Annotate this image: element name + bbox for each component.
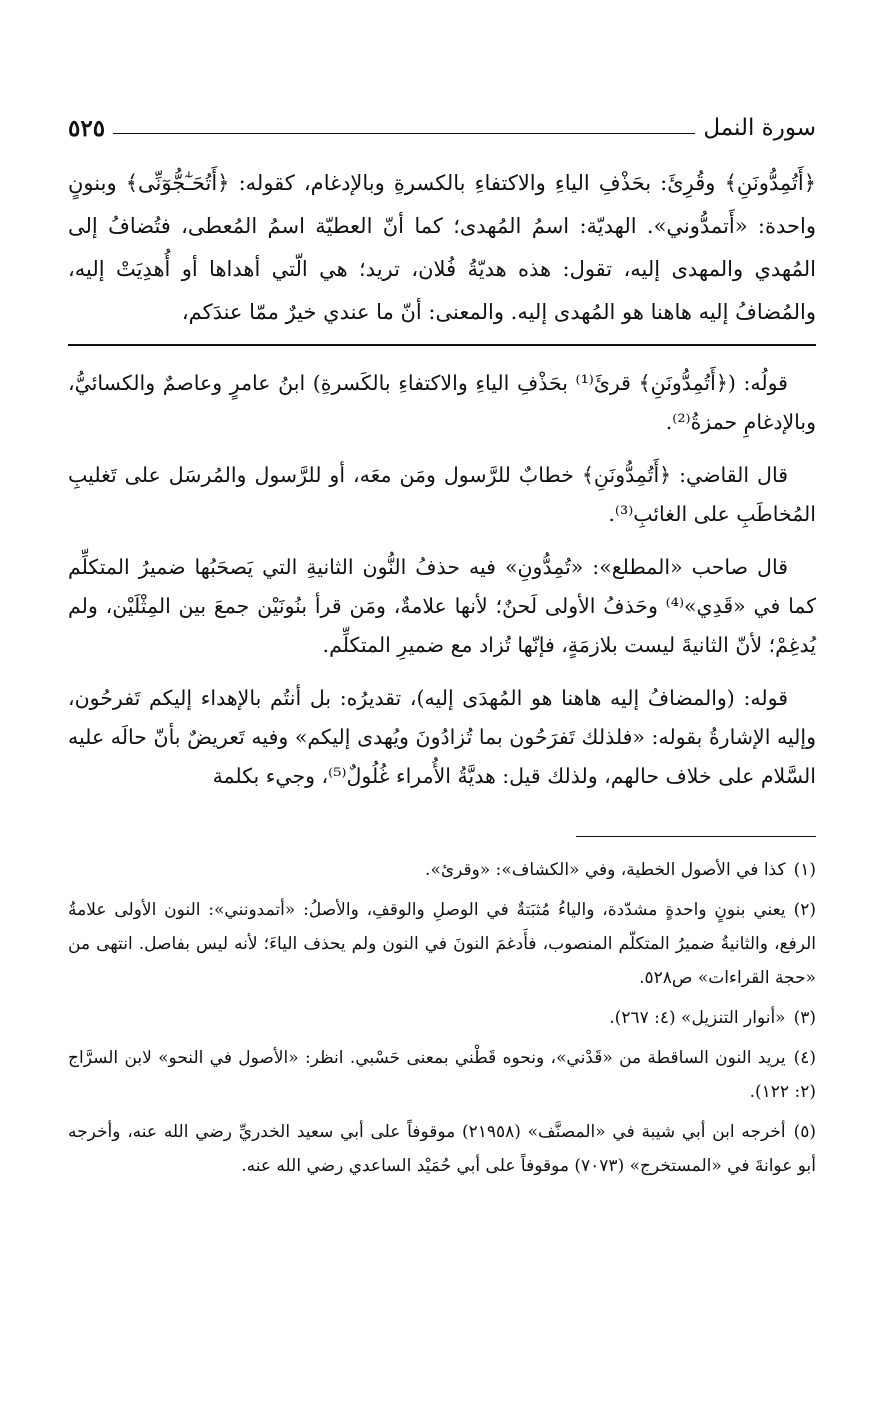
- footnote-number: (٤): [793, 1048, 816, 1068]
- footnote-number: (١): [793, 860, 816, 880]
- footnote-text: يريد النون الساقطة من «قَدْني»، ونحوه قَطْني بمعنى حَسْبي. انظر: «الأصول في النحو» لابن السرَّاج (٢: ١٢٢).: [68, 1048, 816, 1102]
- footnote-number: (٣): [793, 1008, 816, 1028]
- commentary: [68, 364, 816, 796]
- footnote: [68, 1041, 816, 1109]
- commentary-paragraph: قال القاضي: ﴿أَتُمِدُّونَنِ﴾ خطابٌ للرَّسول ومَن معَه، أو للرَّسول والمُرسَل على تَغليبِ المُخاطَبِ على الغائبِ⁽³⁾.: [68, 463, 816, 526]
- commentary-paragraph: قوله: (والمضافُ إليه هاهنا هو المُهدَى إليه)، تقديرُه: بل أنتُم بالإهداء إليكم تَفرحُون، وإليه الإشارةُ بقوله: «فلذلك تَفرَحُون بما تُزادُونَ ويُهدى إليكم» وفيه تَعريضٌ بأنّ حالَه عليه السَّلام على خلاف حالهم، ولذلك قيل: هديَّةُ الأُمراء غُلُولٌ⁽⁵⁾، وجيء بكلمة: [68, 686, 816, 788]
- footnote-text: يعني بنونٍ واحدةٍ مشدّدة، والياءُ مُثبَتةٌ في الوصلِ والوقفِ، والأصلُ: «أتمدونني»: النون الأولى علامةُ الرفع، والثانيةُ ضميرُ المتكلّم المنصوب، فأَدغمَ النونَ في النون ولم يحذف الياءَ؛ لأنه ليس بفاصل. انتهى من «حجة القراءات» ص٥٢٨.: [68, 900, 816, 988]
- footnote-text: «أنوار التنزيل» (٤: ٢٦٧).: [609, 1008, 786, 1028]
- footnote-number: (٢): [793, 900, 816, 920]
- commentary-paragraph: قال صاحب «المطلع»: «تُمِدُّونِ» فيه حذفُ النُّون الثانيةِ التي يَصحَبُها ضميرُ المتكلِّم كما في «قَدِي»⁽⁴⁾ وحَذفُ الأولى لَحنٌ؛ لأنها علامةٌ، ومَن قرأ بنُونَيْن جمعَ بين المِثْلَيْن، ولم يُدغِمْ؛ لأنّ الثانيةَ ليست بلازمَةٍ، فإنّها تُزاد مع ضميرِ المتكلِّم.: [68, 555, 816, 657]
- running-header: [68, 108, 816, 148]
- footnote: [68, 1001, 816, 1035]
- footnote-divider: [576, 836, 816, 837]
- commentary-paragraph: قولُه: (﴿أَتُمِدُّونَنِ﴾ قرئَ⁽¹⁾ بحَذْفِ الياءِ والاكتفاءِ بالكَسرةِ) ابنُ عامرٍ وعاصمٌ والكسائيُّ، وبالإدغامِ حمزةُ⁽²⁾.: [68, 371, 816, 434]
- main-text-divider: [68, 344, 816, 346]
- footnote-text: كذا في الأصول الخطية، وفي «الكشاف»: «وقرئ».: [425, 860, 786, 880]
- footnote: [68, 893, 816, 995]
- main-text: [68, 162, 816, 334]
- header-rule: [113, 133, 695, 134]
- surah-title: سورة النمل: [703, 115, 816, 141]
- footnote: [68, 1115, 816, 1183]
- footnote-number: (٥): [793, 1122, 816, 1142]
- footnote: [68, 853, 816, 887]
- book-page: [68, 108, 816, 1189]
- footnotes: [68, 853, 816, 1183]
- footnote-text: أخرجه ابن أبي شيبة في «المصنَّف» (٢١٩٥٨) موقوفاً على أبي سعيد الخدريِّ رضي الله عنه، وأخرجه أبو عوانةَ في «المستخرج» (٧٠٧٣) موقوفاً على أبي حُمَيْد الساعدي رضي الله عنه.: [68, 1122, 816, 1176]
- main-paragraph: ﴿أَتُمِدُّونَنِ﴾ وقُرِئَ: بحَذْفِ الياءِ والاكتفاءِ بالكسرةِ وبالإدغام، كقوله: ﴿أَتُحَـٰٓجُّوٓنِّى﴾ وبنونٍ واحدة: «أَتمدُّوني». الهديّة: اسمُ المُهدى؛ كما أنّ العطيّة اسمُ المُعطى، فتُضافُ إلى المُهدي والمهدى إليه، تقول: هذه هديّةُ فُلان، تريد؛ هي الّتي أهداها أو أُهدِيَتْ إليه، والمُضافُ إليه هاهنا هو المُهدى إليه. والمعنى: أنّ ما عندي خيرٌ ممّا عندَكم،: [68, 171, 816, 324]
- page-number: ٥٢٥: [68, 114, 106, 142]
